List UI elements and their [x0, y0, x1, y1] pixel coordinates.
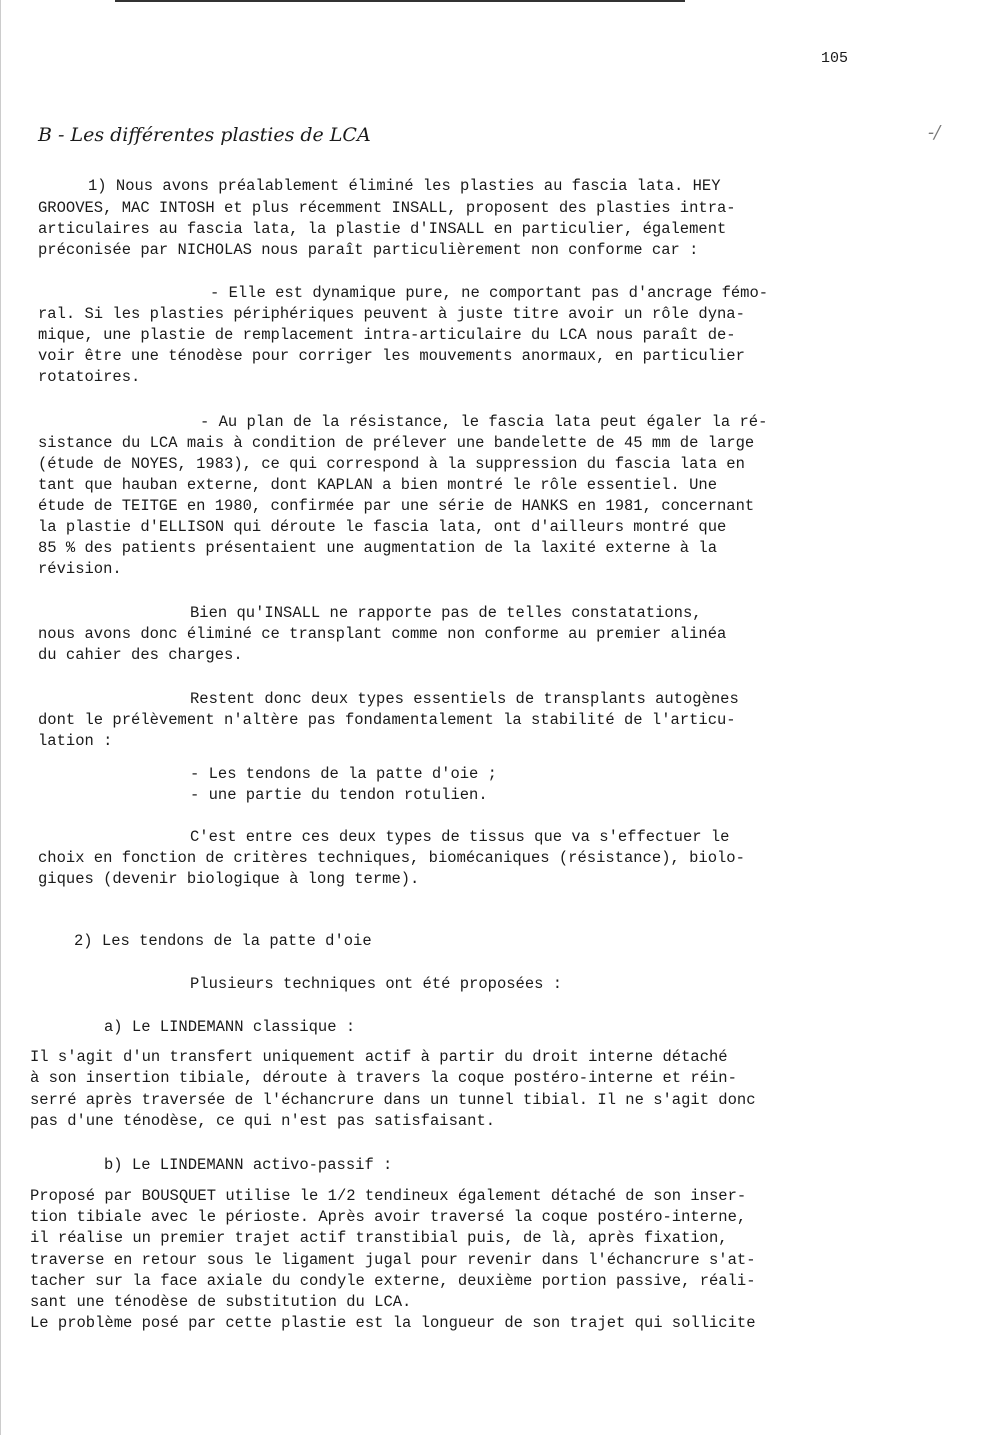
text-line: sant une ténodèse de substitution du LCA.	[30, 1293, 412, 1311]
text-line: à son insertion tibiale, déroute à travers la coque postéro-interne et réin-	[30, 1069, 737, 1087]
text-line: - Elle est dynamique pure, ne comportant pas d'ancrage fémo-	[210, 284, 769, 302]
text-line: Restent donc deux types essentiels de transplants autogènes	[190, 690, 739, 708]
text-line: il réalise un premier trajet actif transtibial puis, de là, après fixation,	[30, 1229, 728, 1247]
text-line: C'est entre ces deux types de tissus que va s'effectuer le	[190, 828, 730, 846]
text-line: Proposé par BOUSQUET utilise le 1/2 tendineux également détaché de son inser-	[30, 1187, 747, 1205]
text-line: serré après traversée de l'échancrure dans un tunnel tibial. Il ne s'agit donc	[30, 1091, 756, 1109]
text-line: - une partie du tendon rotulien.	[190, 786, 488, 804]
text-line: tacher sur la face axiale du condyle externe, deuxième portion passive, réali-	[30, 1272, 756, 1290]
text-line: 2) Les tendons de la patte d'oie	[74, 932, 372, 950]
text-line: dont le prélèvement n'altère pas fondamentalement la stabilité de l'articu-	[38, 711, 736, 729]
text-line: Bien qu'INSALL ne rapporte pas de telles constatations,	[190, 604, 702, 622]
text-line: a) Le LINDEMANN classique :	[104, 1018, 356, 1036]
text-line: pas d'une ténodèse, ce qui n'est pas satisfaisant.	[30, 1112, 496, 1130]
text-line: étude de TEITGE en 1980, confirmée par une série de HANKS en 1981, concernant	[38, 497, 755, 515]
text-line: 1) Nous avons préalablement éliminé les plasties au fascia lata. HEY	[88, 177, 721, 195]
text-line: tion tibiale avec le périoste. Après avoir traversé la coque postéro-interne,	[30, 1208, 747, 1226]
text-line: du cahier des charges.	[38, 646, 243, 664]
section-heading: B - Les différentes plasties de LCA	[38, 124, 371, 146]
text-line: Il s'agit d'un transfert uniquement actif à partir du droit interne détaché	[30, 1048, 728, 1066]
text-line: la plastie d'ELLISON qui déroute le fascia lata, ont d'ailleurs montré que	[38, 518, 727, 536]
page-number: 105	[821, 50, 849, 67]
text-line: articulaires au fascia lata, la plastie d'INSALL en particulier, également	[38, 220, 727, 238]
text-line: nous avons donc éliminé ce transplant comme non conforme au premier alinéa	[38, 625, 727, 643]
text-line: préconisée par NICHOLAS nous paraît particulièrement non conforme car :	[38, 241, 699, 259]
top-border-line	[115, 0, 685, 2]
text-line: Le problème posé par cette plastie est la longueur de son trajet qui sollicite	[30, 1314, 756, 1332]
text-line: révision.	[38, 560, 122, 578]
text-line: - Au plan de la résistance, le fascia lata peut égaler la ré-	[200, 413, 768, 431]
text-line: tant que hauban externe, dont KAPLAN a bien montré le rôle essentiel. Une	[38, 476, 718, 494]
text-line: traverse en retour sous le ligament jugal pour revenir dans l'échancrure s'at-	[30, 1251, 756, 1269]
text-line: (étude de NOYES, 1983), ce qui correspond à la suppression du fascia lata en	[38, 455, 745, 473]
text-line: rotatoires.	[38, 368, 141, 386]
text-line: GROOVES, MAC INTOSH et plus récemment INSALL, proposent des plasties intra-	[38, 199, 736, 217]
text-line: giques (devenir biologique à long terme).	[38, 870, 420, 888]
left-page-edge	[0, 0, 1, 1435]
text-line: ral. Si les plasties périphériques peuvent à juste titre avoir un rôle dyna-	[38, 305, 745, 323]
text-line: lation :	[38, 732, 113, 750]
text-line: Plusieurs techniques ont été proposées :	[190, 975, 563, 993]
margin-mark: -/	[928, 122, 941, 143]
text-line: - Les tendons de la patte d'oie ;	[190, 765, 497, 783]
text-line: 85 % des patients présentaient une augmentation de la laxité externe à la	[38, 539, 718, 557]
text-line: mique, une plastie de remplacement intra-articulaire du LCA nous paraît de-	[38, 326, 736, 344]
text-line: choix en fonction de critères techniques, biomécaniques (résistance), biolo-	[38, 849, 745, 867]
text-line: voir être une ténodèse pour corriger les mouvements anormaux, en particulier	[38, 347, 745, 365]
text-line: sistance du LCA mais à condition de prélever une bandelette de 45 mm de large	[38, 434, 755, 452]
text-line: b) Le LINDEMANN activo-passif :	[104, 1156, 393, 1174]
